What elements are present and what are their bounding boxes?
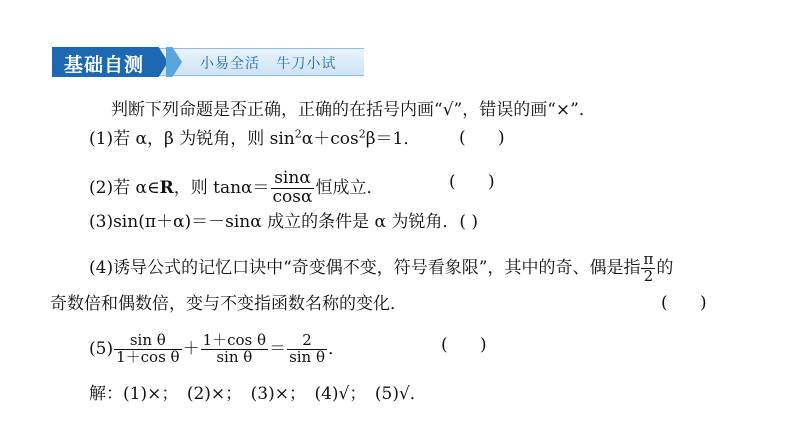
q2-real-set: R xyxy=(159,177,174,198)
q5-f2-numerator: 1＋cos θ xyxy=(202,331,267,349)
q5-fraction-1 xyxy=(114,333,181,366)
q2-answer-blank: ( ) xyxy=(449,172,495,192)
q5-answer-blank: ( ) xyxy=(441,335,487,355)
question-4-line-2: 奇数倍和偶数倍，变与不变指函数名称的变化． xyxy=(50,294,407,314)
q4-answer-blank: ( ) xyxy=(661,293,707,313)
q2-numerator: sinα xyxy=(271,170,315,189)
q5-f1-numerator: sin θ xyxy=(114,333,181,350)
instruction-text: 判断下列命题是否正确，正确的在括号内画“√”，错误的画“×”． xyxy=(111,100,596,120)
section-title: 基础自测 xyxy=(64,54,145,76)
q5-prefix: (5) xyxy=(89,338,114,359)
answer-line: 解：(1)×； (2)×； (3)×； (4)√； (5)√． xyxy=(89,384,427,404)
q5-fraction-3 xyxy=(287,333,327,366)
q1-answer-blank: ( ) xyxy=(459,128,505,148)
q2-mid: ，则 tanα＝ xyxy=(173,177,270,198)
q2-denominator: cosα xyxy=(272,186,313,207)
q2-fraction xyxy=(271,170,315,207)
q5-fraction-2 xyxy=(201,333,268,366)
q1-sup1: 2 xyxy=(294,127,302,141)
question-4-line-1 xyxy=(89,252,673,285)
q5-f3-numerator: 2 xyxy=(287,333,327,350)
q5-equals: ＝ xyxy=(269,338,287,359)
q2-suffix: 恒成立． xyxy=(315,177,384,198)
section-subtitle: 小易全活 牛刀小试 xyxy=(200,56,337,72)
question-5 xyxy=(89,333,345,366)
q2-prefix: (2)若 α∈ xyxy=(89,177,160,198)
section-banner xyxy=(52,48,364,76)
question-2 xyxy=(89,170,383,207)
q4-numerator: π xyxy=(643,250,654,268)
question-1 xyxy=(89,128,420,150)
q5-plus: ＋ xyxy=(182,338,200,359)
q5-f2-denominator: sin θ xyxy=(216,347,253,366)
q4-fraction xyxy=(641,252,655,285)
q1-prefix: (1)若 α，β 为锐角，则 sin xyxy=(89,129,295,149)
q5-f3-denominator: sin θ xyxy=(289,347,326,366)
q4-line1: (4)诱导公式的记忆口诀中“奇变偶不变，符号看象限”，其中的奇、偶是指 xyxy=(89,257,641,278)
q4-denominator: 2 xyxy=(643,266,654,285)
q5-suffix: ． xyxy=(328,338,346,359)
q5-f1-denominator: 1＋cos θ xyxy=(116,347,180,366)
question-3: (3)sin(π＋α)＝－sinα 成立的条件是 α 为锐角．( ) xyxy=(89,212,479,232)
q1-suffix: β＝1． xyxy=(365,129,421,149)
q4-tail: 的 xyxy=(656,257,674,278)
q1-sup2: 2 xyxy=(358,127,366,141)
q1-mid: α＋cos xyxy=(301,129,359,149)
